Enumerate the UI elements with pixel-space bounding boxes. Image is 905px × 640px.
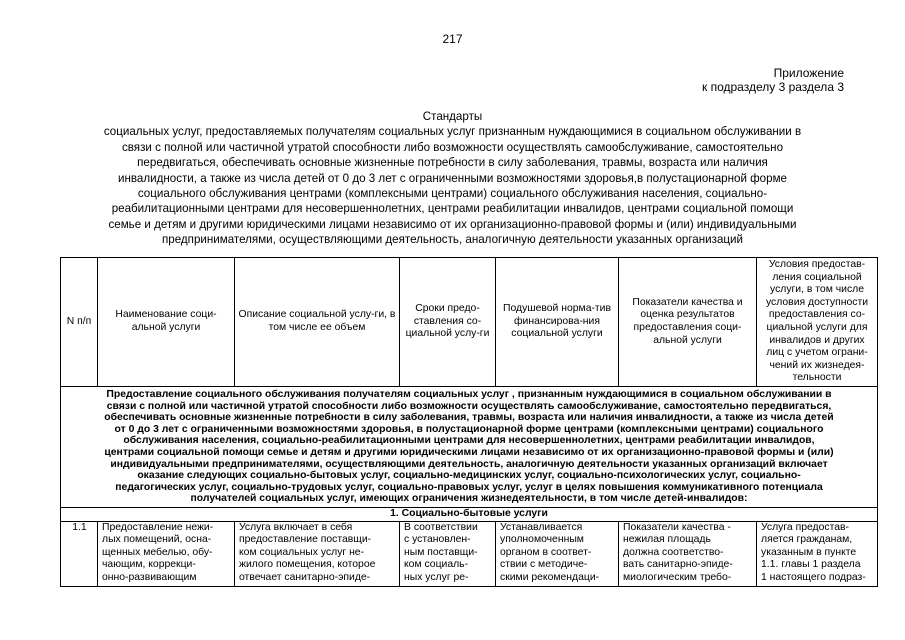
cell-line: должна соответство- xyxy=(623,546,724,558)
cell-line: нежилая площадь xyxy=(623,534,711,546)
header-cell-number: N п/п xyxy=(61,258,98,387)
subsection-row xyxy=(61,507,878,521)
cell-line: уполномоченным xyxy=(500,534,584,546)
cell-line: скими рекомендаци- xyxy=(500,571,600,583)
cell-line: Услуга включает в себя xyxy=(239,521,353,533)
appendix-line-2: к подразделу 3 раздела 3 xyxy=(702,80,844,94)
section-line: оказание следующих социально-бытовых услуг, социально-медицинских услуг, социально-психологических услуг, социально- xyxy=(137,470,801,482)
cell-line: ляется гражданам, xyxy=(761,534,853,546)
document-title xyxy=(50,109,855,248)
subsection-heading: 1. Социально-бытовые услуги xyxy=(61,507,878,521)
header-cell-terms: Сроки предо-ставления со-циальной услу-ги xyxy=(400,258,496,387)
header-cell-conditions: Условия предостав-ления социальной услуги, в том числе условия доступности предоставления со-циальной услуги для инвалидов и других лиц с учетом ограни-чений их жизнедея-тельности xyxy=(757,258,878,387)
appendix-caption xyxy=(702,66,844,94)
section-line: Предоставление социального обслуживания получателям социальных услуг , признанным нуждающимися в социальном обслуживании в xyxy=(106,389,832,400)
cell-line: В соответствии xyxy=(404,521,478,533)
row-terms xyxy=(400,521,496,586)
header-cell-description: Описание социальной услу-ги, в том числе ее объем xyxy=(235,258,400,387)
title-line: предпринимателями, осуществляющими деятельность, аналогичную деятельности указанных организаций xyxy=(161,233,743,247)
cell-line: ным поставщи- xyxy=(404,546,478,558)
section-line: связи с полной или частичной утратой способности либо возможности осуществлять самообслуживание, самостоятельно передвигаться, xyxy=(106,400,832,412)
title-line: инвалидности, а также из числа детей от 0 до 3 лет с ограниченными возможностями здоровья,в полустационарной форме xyxy=(117,171,787,185)
row-service-name xyxy=(98,521,235,586)
title-line: связи с полной или частичной утратой способности либо возможности осуществлять самообслуживание, самостоятельно xyxy=(121,140,784,154)
row-number: 1.1 xyxy=(61,521,98,586)
cell-line: онно-развивающим xyxy=(102,571,197,583)
row-financing xyxy=(496,521,619,586)
cell-line: ствии с методиче- xyxy=(500,559,588,571)
title-heading: Стандарты xyxy=(422,110,483,123)
cell-line: вать санитарно-эпиде- xyxy=(623,559,733,571)
header-cell-quality: Показатели качества и оценка результатов предоставления соци-альной услуги xyxy=(619,258,757,387)
row-quality xyxy=(619,521,757,586)
table-row xyxy=(61,521,878,586)
appendix-line-1: Приложение xyxy=(773,66,844,80)
cell-line: 1 настоящего подраз- xyxy=(761,571,866,583)
standards-table xyxy=(60,257,878,587)
cell-line: ных услуг ре- xyxy=(404,571,469,583)
section-line: обслуживания населения, социально-реабилитационными центрами для несовершеннолетних, центрами реабилитации инвалидов, xyxy=(123,435,815,447)
header-cell-financing: Подушевой норма-тив финансирова-ния социальной услуги xyxy=(496,258,619,387)
table-header-row xyxy=(61,258,878,387)
cell-line: чающим, коррекци- xyxy=(102,559,196,571)
cell-line: отвечает санитарно-эпиде- xyxy=(239,571,371,583)
cell-line: Предоставление нежи- xyxy=(102,521,214,533)
title-line: реабилитационными центрами для несовершеннолетних, центрами реабилитации инвалидов, центрами социальной помощи xyxy=(111,202,794,216)
section-line: от 0 до 3 лет с ограниченными возможностями здоровья, в полустационарной форме центрами (комплексными центрами) социального xyxy=(114,423,824,435)
cell-line: 1.1. главы 1 раздела xyxy=(761,559,861,571)
row-conditions xyxy=(757,521,878,586)
title-line: социальных услуг, предоставляемых получателям социальных услуг признанным нуждающимися в социальном обслуживании в xyxy=(103,125,802,139)
section-row xyxy=(61,387,878,508)
page-number: 217 xyxy=(442,32,463,46)
section-line: педагогических услуг, социально-трудовых услуг, социально-правовых услуг, услуг в целях повышения коммуникативного потенциала xyxy=(115,481,823,493)
section-line: получателей социальных услуг, имеющих ограничения жизнедеятельности, в том числе детей-инвалидов: xyxy=(190,493,748,505)
section-line: центрами социальной помощи семье и детям и другими юридическими лицами независимо от их организационно-правовой формы и (или) xyxy=(104,446,834,458)
cell-line: миологическим требо- xyxy=(623,571,732,583)
cell-line: предоставление поставщи- xyxy=(239,534,372,546)
cell-line: Услуга предостав- xyxy=(761,521,849,533)
cell-line: жилого помещения, которое xyxy=(239,559,376,571)
title-line: передвигаться, обеспечивать основные жизненные потребности в силу заболевания, травмы, возраста или наличия xyxy=(137,156,768,170)
cell-line: лых помещений, осна- xyxy=(102,534,212,546)
cell-line: ком социаль- xyxy=(404,559,469,571)
cell-line: Устанавливается xyxy=(500,521,583,533)
cell-line: указанным в пункте xyxy=(761,546,857,558)
section-line: индивидуальными предпринимателями, осуществляющими деятельность, аналогичную деятельности указанных организаций включает xyxy=(110,458,828,470)
title-line: семье и детям и другими юридическими лицами независимо от их организационно-правовой формы и (или) индивидуальными xyxy=(108,217,797,231)
cell-line: Показатели качества - xyxy=(623,521,731,533)
section-line: обеспечивать основные жизненные потребности в силу заболевания, травмы, возраста или наличия инвалидности, а также из числа детей xyxy=(104,412,834,424)
cell-line: ком социальных услуг не- xyxy=(239,546,365,558)
row-description xyxy=(235,521,400,586)
cell-line: органом в соответ- xyxy=(500,546,592,558)
cell-line: щенных мебелью, обу- xyxy=(102,546,213,558)
cell-line: с установлен- xyxy=(404,534,471,546)
header-cell-service-name: Наименование соци-альной услуги xyxy=(98,258,235,387)
section-heading xyxy=(61,387,878,508)
title-line: социального обслуживания центрами (комплексными центрами) социального обслуживания населения, социально- xyxy=(137,187,768,201)
